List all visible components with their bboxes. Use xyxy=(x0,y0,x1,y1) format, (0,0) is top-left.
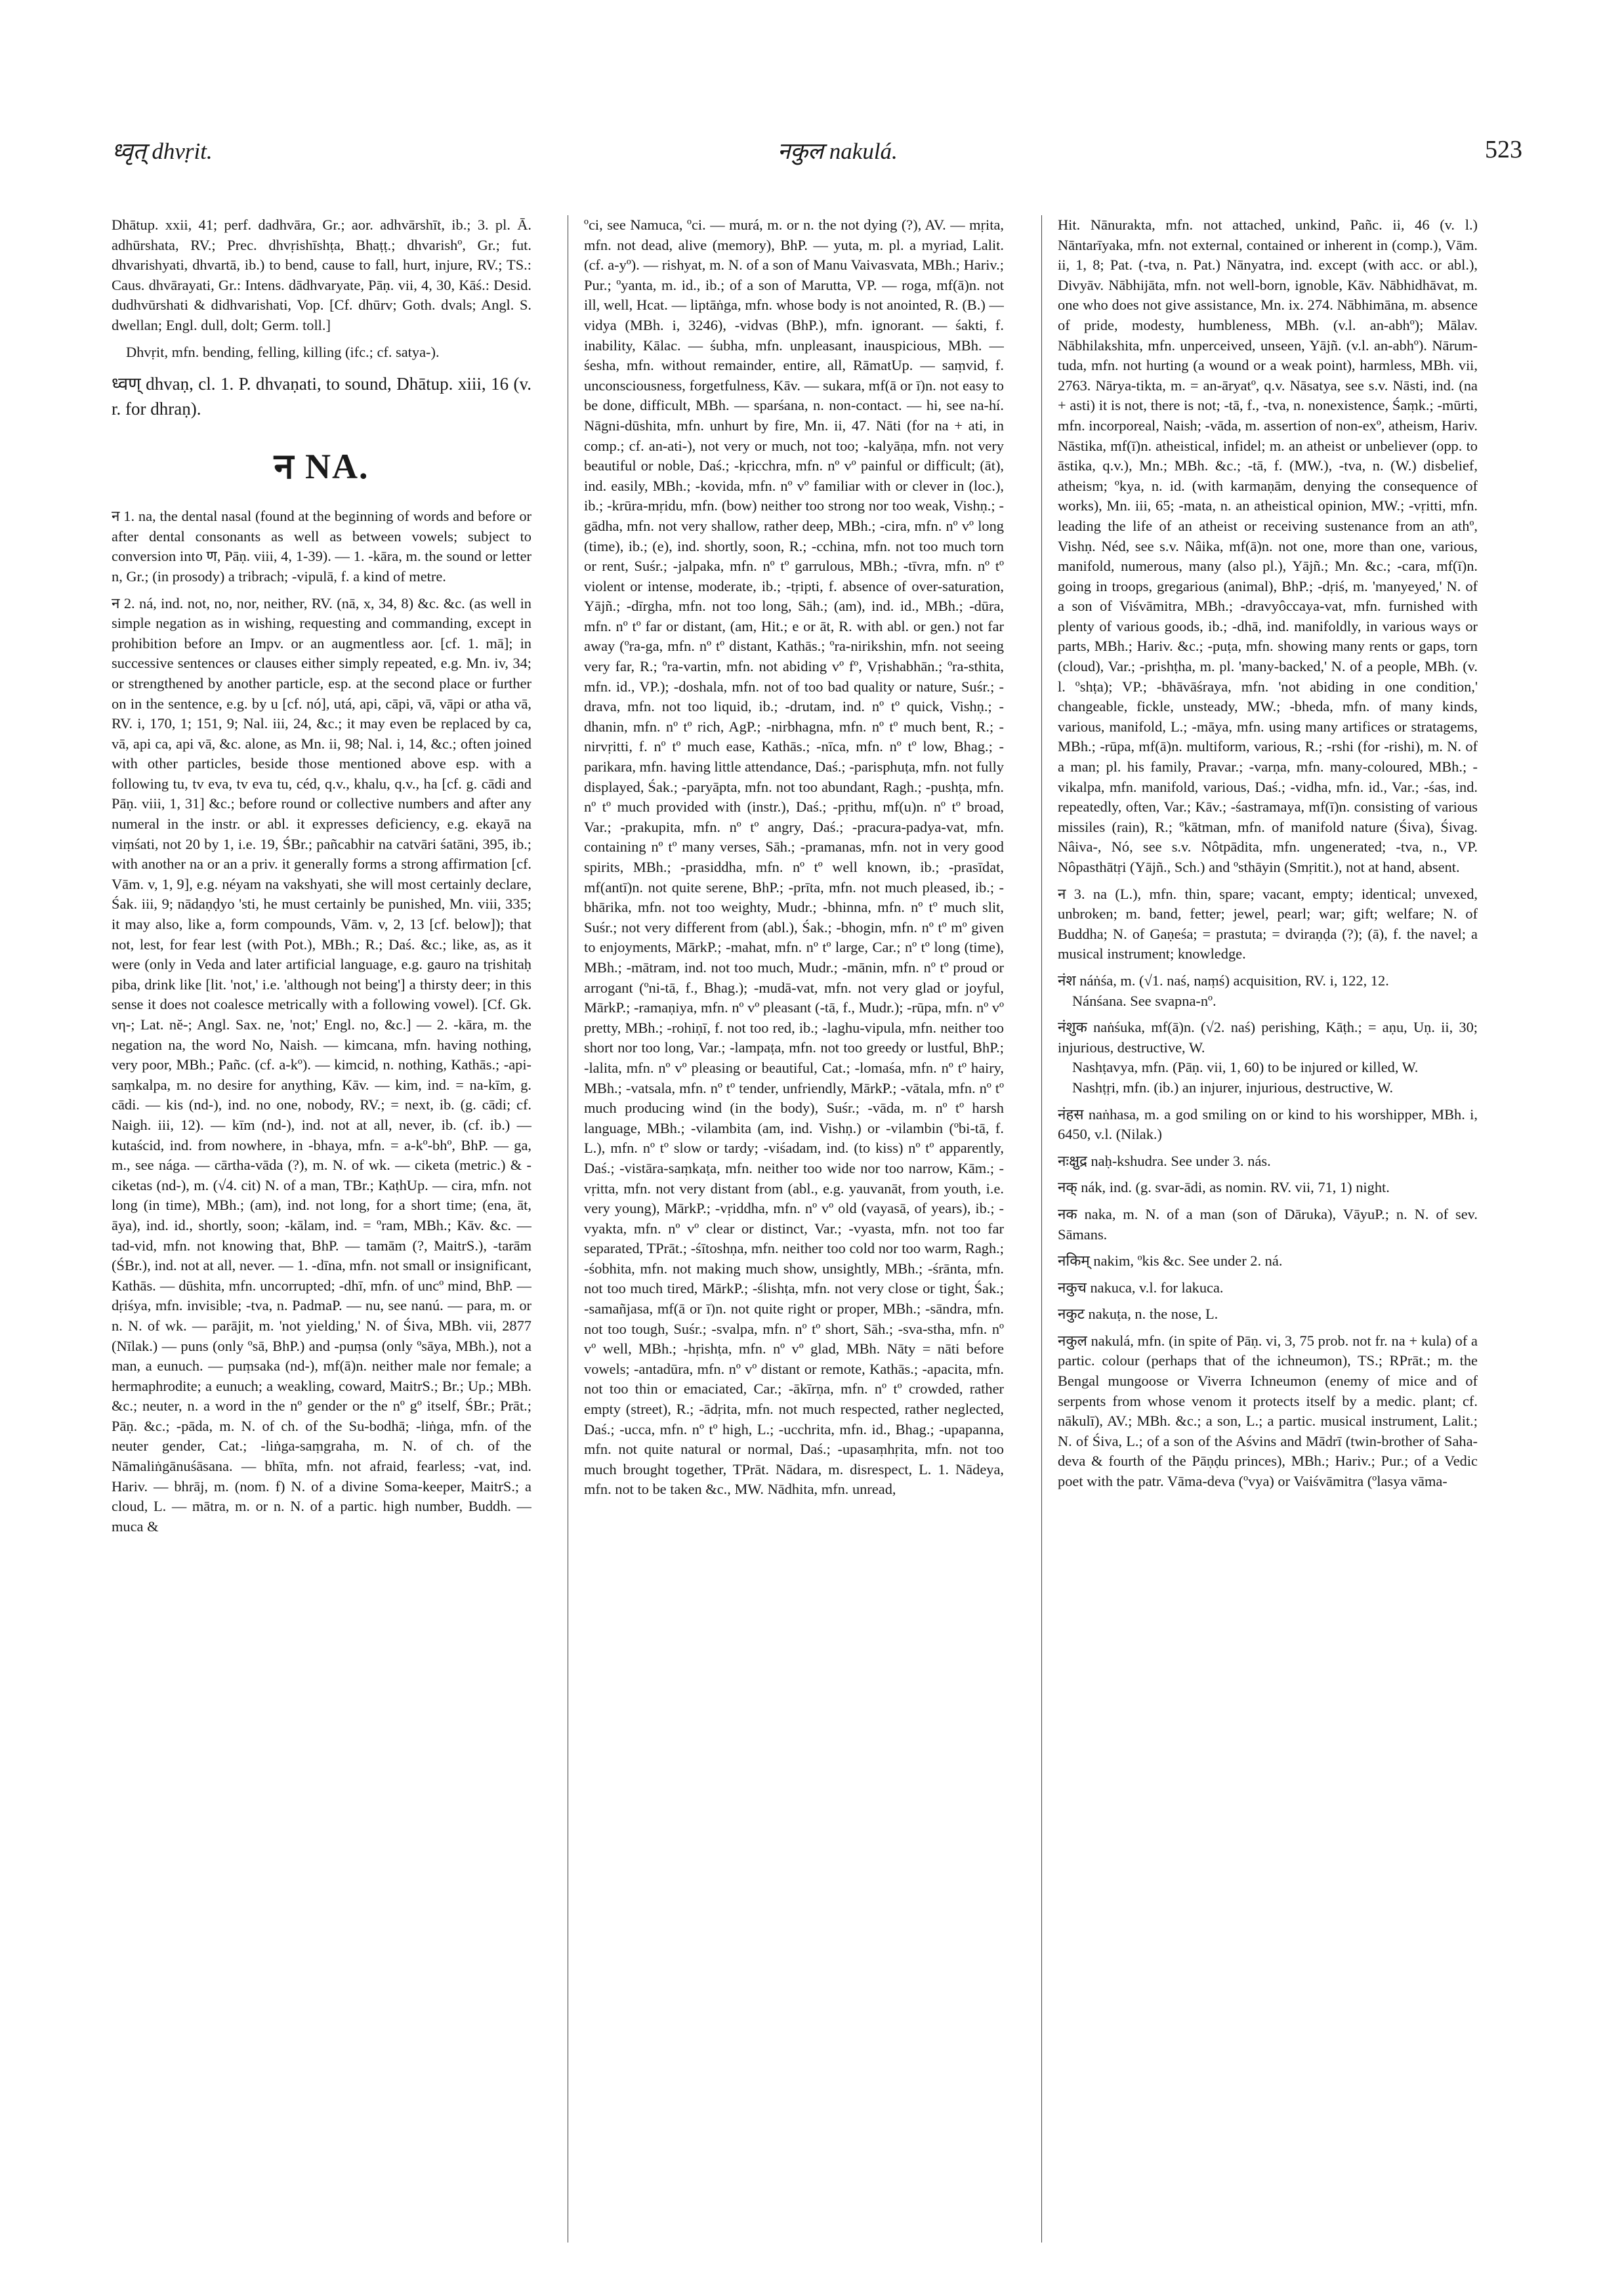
entry-nakuca: नकुच nakuca, v.l. for lakuca. xyxy=(1058,1279,1224,1296)
text-column-2 xyxy=(584,215,1004,2243)
text-column-1 xyxy=(112,215,531,2243)
entry-na-3: न 3. na (L.), mfn. thin, spare; vacant, empty; identical; unvexed, unbroken; m. band, fetter; jewel, pearl; war; gift; welfare; N. of Buddha; N. of Gaṇeśa; = prastuta; = dviraṇḍa (?); (ā), f. the navel; a musical instrument; knowledge. xyxy=(1058,885,1478,962)
entry-na-2: न 2. ná, ind. not, no, nor, neither, RV. (nā, x, 34, 8) &c. &c. (as well in simple negation as in wishing, requesting and commanding, except in prohibition before an Impv. or an augmentless aor. [cf. 1. mā]; in successive sentences or clauses either simply repeated, e.g. Mn. iv, 34; or strengthened by another particle, esp. at the second place or further on in the sentence, e.g. by u [cf. nó], utá, api, cāpi, vā, vāpi or atha vā, RV. i, 170, 1; 151, 9; Nal. iii, 24, &c.; it may even be replaced by ca, vā, api ca, api vā, &c. alone, as Mn. ii, 98; Nal. i, 14, &c.; often joined with other particles, beside those mentioned above esp. with a following tu, tv eva, tv eva tu, céd, q.v., khalu, q.v., ha [cf. g. cādi and Pāṇ. viii, 1, 31] &c.; before round or collective numbers and after any numeral in the instr. or abl. it expresses deficiency, e.g. ekayā na viṃśati, not 20 by 1, i.e. 19, ŚBr.; pañcabhir na catvāri śatāni, 395, ib.; with another na or an a priv. it generally forms a strong affirmation [cf. Vām. v, 1, 9], e.g. néyam na vakshyati, she will most certainly declare, Śak. iii, 9; nādaṇḍyo 'sti, he must certainly be punished, Mn. viii, 335; it may also, like a, form compounds, Vām. v, 2, 13 [cf. below]); that not, lest, for fear lest (with Pot.), MBh.; R.; Daś. &c.; like, as, as it were (only in Veda and later artificial language, e.g. gauro na tṛishitaḥ piba, drink like [lit. 'not,' i.e. 'although not being'] a thirsty deer; in this sense it does not coalesce metrically with a following vowel). [Cf. Gk. νη-; Lat. nĕ-; Angl. Sax. ne, 'not;' Engl. no, &c.] — 2. -kāra, m. the negation na, the word No, Naish. — kimcana, mfn. having nothing, very poor, MBh.; Pañc. (cf. a-kº). — kimcid, n. nothing, Kathās.; -api-saṃkalpa, m. no desire for anything, Kāv. — kim, ind. = na-kīm, g. cādi. — kis (nd-), ind. no one, nobody, RV.; = next, ib. (g. cādi; cf. Naigh. iii, 12). — kīm (nd-), ind. not at all, never, ib. (cf. ib.) — kutaścid, ind. from nowhere, in -bhaya, mfn. = a-kº-bhº, BhP. — ga, m., see nága. — cārtha-vāda (?), m. N. of wk. — ciketa (metric.) & -ciketas (nd-), m. (√4. cit) N. of a man, TBr.; KaṭhUp. — cira, mfn. not long (in time), MBh.; (am), ind. not long, for a short time; (ena, āt, āya), ind. id., shortly, soon; -kālam, ind. = ºram, MBh.; Kāv. &c. — tad-vid, mfn. not knowing that, BhP. — tamām (?, MaitrS.), -tarām (ŚBr.), ind. not at all, never. — 1. -dīna, mfn. not small or insignificant, Kathās. — dūshita, mfn. uncorrupted; -dhī, mfn. of uncº mind, BhP. — dṛiśya, mfn. invisible; -tva, n. PadmaP. — nu, see nanú. — para, m. or n. N. of wk. — parājit, m. 'not yielding,' N. of Śiva, MBh. vii, 2877 (Nīlak.) — puns (only ºsā, BhP.) and -puṃsa (only ºsāya, MBh.), not a man, a eunuch. — puṃsaka (nd-), mf(ā)n. neither male nor female; a hermaphrodite; a eunuch; a weakling, coward, MaitrS.; Br.; Up.; MBh. &c.; neuter, n. a word in the nº gender or the nº gº itself, ŚBr.; Prāt.; Pāṇ. &c.; -pāda, m. N. of ch. of the Su-bodhā; -liṅga, mfn. of the neuter gender, Cat.; -liṅga-saṃgraha, m. N. of ch. of the Nāmaliṅgānuśāsana. — bhīta, mfn. not afraid, fearless; -vat, ind. Hariv. — bhrāj, m. (nom. f) N. of a divine Soma-keeper, MaitrS.; a cloud, L. — mātra, m. or n. N. of a partic. high number, Buddh. — muca & xyxy=(112,594,531,1535)
entry-continuation: Hit. Nānurakta, mfn. not attached, unkind, Pañc. ii, 46 (v. l.) Nāntarīyaka, mfn. not external, contained or inherent in (comp.), Vām. ii, 1, 8; Pat. (-tva, n. Pat.) Nānyatra, ind. except (with acc. or abl.), Divyāv. Nābhijāta, mfn. not well-born, ignoble, Kāv. Nābhidhāvat, m. one who does not give assistance, Mn. ix. 274. Nābhimāna, m. absence of pride, modesty, humbleness, MBh. (v.l. an-abhº); Mālav. Nābhilakshita, mfn. unperceived, unseen, Yājñ. (v.l. an-abhº). Nārum-tuda, mfn. not hurting (a wound or a weak point), harmless, MBh. vii, 2763. Nārya-tikta, m. = an-āryatº, q.v. Nāsatya, see s.v. Nāsti, ind. (na + asti) it is not, there is not; -tā, f., -tva, n. nonexistence, Śaṃk.; -mūrti, mfn. incorporeal, Naish; -vāda, m. assertion of non-exº, atheism, Hariv. Nāstika, mf(ī)n. atheistical, infidel; m. an atheist or unbeliever (opp. to āstika, q.v.), Mn.; MBh. &c.; -tā, f. (MW.), -tva, n. (W.) disbelief, atheism; ºkya, n. id. (with karmaṇām, denying the consequence of works), Mn. iii, 65; -mata, n. an atheistical opinion, MW.; -vṛitti, mfn. leading the life of an atheist or receiving sustenance from an athº, Vishṇ. Néd, see s.v. Nâika, mf(ā)n. not one, more than one, various, manifold, numerous, many (also pl.), Yājñ.; Mn. &c.; -cara, mf(ī)n. going in troops, gregarious (animal), BhP.; -dṛiś, m. 'manyeyed,' N. of a son of Viśvāmitra, MBh.; -dravyôccaya-vat, mfn. furnished with plenty of various goods, ib.; -dhā, ind. manifoldly, in various ways or parts, MBh.; Hariv. &c.; -puṭa, mfn. showing many rents or gaps, torn (cloud), Var.; -prishṭha, m. pl. 'many-backed,' N. of a people, MBh. (v. l. ºshṭa); VP.; -bhāvāśraya, mfn. 'not abiding in one condition,' changeable, fickle, unsteady, MW.; -bheda, mfn. of many kinds, various, manifold, L.; -māya, mfn. using many artifices or stratagems, MBh.; -rūpa, mf(ā)n. multiform, various, R.; -rshi (for -rishi), m. N. of a man; pl. his family, Pravar.; -varṇa, mfn. many-coloured, MBh.; -vikalpa, mfn. manifold, various, Daś.; -vidha, mfn. id., Var.; -śas, ind. repeatedly, often, Var.; Kāv.; -śastramaya, mf(ī)n. consisting of various missiles (rain), R.; ºkātman, mfn. of manifold nature (Śiva), Śivag. Nâiva-, Nó, see s.v. Nôtpādita, mfn. ungenerated; -tva, n., VP. Nôpasthātṛi (Yājñ., Sch.) and ºsthāyin (Smṛitit.), not at hand, absent. xyxy=(1058,217,1478,875)
entry-na-1: न 1. na, the dental nasal (found at the beginning of words and before or after dental consonants as well as between vowels; subject to conversion into ण, Pāṇ. viii, 4, 1-39). — 1. -kāra, m. the sound or letter n, Gr.; (in prosody) a tribrach; -vipulā, f. a kind of metre. xyxy=(112,508,531,585)
entry-continuation: Dhātup. xxii, 41; perf. dadhvāra, Gr.; aor. adhvārshīt, ib.; 3. pl. Ā. adhūrshata, RV.; Prec. dhvṛishīshṭa, Bhaṭṭ.; dhvarishº, Gr.; fut. dhvarishyati, dhvartā, ib.) to bend, cause to fall, hurt, injure, RV.; TS.: Caus. dhvārayati, Gr.: Intens. dādhvaryate, Pāṇ. vii, 4, 30, Kāś.: Desid. dudhvūrshati & didhvarishati, Vop. [Cf. dhūrv; Goth. dvals; Angl. S. dwellan; Engl. dull, dolt; Germ. toll.] xyxy=(112,217,531,333)
entry-nashtavya: Nashṭavya, mfn. (Pāṇ. vii, 1, 60) to be injured or killed, W. xyxy=(1072,1059,1419,1076)
section-heading-na: न NA. xyxy=(274,447,369,487)
entry-naka: नक naka, m. N. of a man (son of Dāruka), VāyuP.; n. N. of sev. Sāmans. xyxy=(1058,1205,1478,1243)
entry-namhasa: नंहस naṅhasa, m. a god smiling on or kind to his worshipper, MBh. i, 6450, v.l. (Nilak.) xyxy=(1058,1106,1478,1143)
running-head-center: नकुल nakulá. xyxy=(778,138,898,164)
entry-namsana: Nánśana. See svapna-nº. xyxy=(1072,992,1217,1009)
entry-namsa: नंश náṅśa, m. (√1. naś, naṃś) acquisition, RV. i, 122, 12. xyxy=(1058,972,1389,989)
text-column-3 xyxy=(1058,215,1478,2243)
entry-nakim: नकिम् nakim, ºkis &c. See under 2. ná. xyxy=(1058,1252,1283,1270)
column-divider xyxy=(1041,215,1042,2243)
entry-nak: नक् nák, ind. (g. svar-ādi, as nomin. RV. vii, 71, 1) night. xyxy=(1058,1179,1390,1196)
entry-nashtri: Nashṭṛi, mfn. (ib.) an injurer, injurious, destructive, W. xyxy=(1072,1079,1394,1096)
entry-nakuta: नकुट nakuṭa, n. the nose, L. xyxy=(1058,1306,1218,1323)
running-head-left: ध्वृत् dhvṛit. xyxy=(112,138,213,164)
entry-continuation: ºci, see Namuca, ºci. — murá, m. or n. the not dying (?), AV. — mṛita, mfn. not dead, alive (memory), BhP. — yuta, m. pl. a myriad, Lalit. (cf. a-yº). — rishyat, m. N. of a son of Manu Vaivasvata, MBh.; Hariv.; Pur.; ºyanta, m. id., ib.; of a son of Marutta, VP. — roga, mf(ā)n. not ill, well, Hcat. — liptāṅga, mfn. whose body is not anointed, R. (B.) — vidya (MBh. i, 3246), -vidvas (BhP.), mfn. ignorant. — śakti, f. inability, Kālac. — śubha, mfn. unpleasant, inauspicious, MBh. — śesha, mfn. without remainder, entire, all, RāmatUp. — saṃvid, f. unconsciousness, forgetfulness, Kāv. — sukara, mf(ā or ī)n. not easy to be done, difficult, MBh. — sparśana, n. non-contact. — hi, see na-hí. Nāgni-dūshita, mfn. unhurt by fire, Mn. ii, 47. Nāti (for na + ati, in comp.; cf. an-ati-), not very or much, not too; -kalyāṇa, mfn. not very beautiful or noble, Daś.; -kṛicchra, mfn. nº vº painful or difficult; (āt), ind. easily, MBh.; -kovida, mfn. nº vº familiar with or clever in (loc.), ib.; -krūra-mṛidu, mfn. (bow) neither too strong nor too weak, Vishṇ.; -gādha, mfn. not very shallow, rather deep, MBh.; -cira, mfn. nº vº long (time), ib.; (e), ind. shortly, soon, R.; -cchina, mfn. not too much torn or rent, Suśr.; -jalpaka, mfn. nº tº garrulous, MBh.; -tīvra, mfn. nº tº violent or intense, moderate, ib.; -tṛipti, f. absence of over-saturation, Yājñ.; -dīrgha, mfn. not too long, Sāh.; (am), ind. id., MBh.; -dūra, mfn. nº tº far or distant, (am, Hit.; e or āt, R. with abl. or gen.) not far away (ºra-ga, mfn. nº tº distant, Kathās.; ºra-nirikshin, mfn. not seeing very far, R.; ºra-vartin, mfn. not abiding vº fº, Vṛishabhān.; ºra-sthita, mfn. id., VP.); -doshala, mfn. not of too bad quality or nature, Suśr.; -drava, mfn. not too liquid, ib.; -drutam, ind. nº tº quick, Vishṇ.; -dhanin, mfn. nº tº rich, AgP.; -nirbhagna, mfn. nº tº much bent, R.; -nirvṛitti, f. nº tº much ease, Kathās.; -nīca, mfn. nº tº low, Bhag.; -parikara, mfn. having little attendance, Daś.; -parisphuṭa, mfn. not fully displayed, Śak.; -paryāpta, mfn. not too abundant, Ragh.; -pushṭa, mfn. nº tº much provided with (instr.), Daś.; -pṛithu, mf(u)n. nº tº broad, Var.; -prakupita, mfn. nº tº angry, Daś.; -pracura-padya-vat, mfn. containing nº tº many verses, Sāh.; -pramanas, mfn. not in very good spirits, MBh.; -prasiddha, mfn. nº tº well known, ib.; -prasīdat, mf(antī)n. not quite serene, BhP.; -prīta, mfn. not much pleased, ib.; -bhārika, mfn. not too weighty, Mudr.; -bhinna, mfn. nº tº much slit, Suśr.; not very different from (abl.), Śak.; -bhogin, mfn. nº tº mº given to enjoyments, MārkP.; -mahat, mfn. nº tº large, Car.; nº tº long (time), MBh.; -mātram, ind. not too much, Mudr.; -mānin, mfn. nº tº proud or arrogant (ºni-tā, f., Bhag.); -mudā-vat, mfn. not very glad or joyful, MārkP.; -ramaṇiya, mfn. nº vº pleasant (-tā, f., Mudr.); -rūpa, mfn. nº vº pretty, MBh.; -rohiṇī, f. not too red, ib.; -laghu-vipula, mfn. neither too short nor too long, Var.; -lampaṭa, mfn. not too greedy or lustful, BhP.; -lalita, mfn. nº vº pleasing or beautiful, Cat.; -lomaśa, mfn. nº tº hairy, MBh.; -vatsala, mfn. nº tº tender, unfriendly, MārkP.; -vātala, mfn. nº tº much producing wind (in the body), Suśr.; -vāda, m. nº tº harsh language, MBh.; -vilambita (am, ind. Vishṇ.) or -vilambin (ºbi-tā, f. L.), mfn. nº tº slow or tardy; -viśadam, ind. (to kiss) nº tº apparently, Daś.; -vistāra-saṃkaṭa, mfn. neither too wide nor too narrow, Kām.; -vṛitta, mfn. not very distant from (abl., e.g. yauvanāt, from youth, i.e. very young), MārkP.; -vṛiddha, mfn. nº vº old (vayasā, of years), ib.; -vyakta, mfn. nº vº clear or distinct, Var.; -vyasta, mfn. not too far separated, TPrāt.; -śītoshṇa, mfn. neither too cold nor too warm, Ragh.; -śobhita, mfn. not making much show, unsightly, MBh.; -śrānta, mfn. not too much tired, MārkP.; -ślishṭa, mfn. not very close or tight, Śak.; -samañjasa, mf(ā or ī)n. not quite right or proper, MBh.; -sāndra, mfn. not too tough, Suśr.; -svalpa, mfn. nº tº short, Sāh.; -sva-stha, mfn. nº vº well, MBh.; -hṛishṭa, mfn. nº vº glad, MBh. Nāty = nāti before vowels; -antadūra, mfn. nº vº distant or remote, Kathās.; -apacita, mfn. not too thin or emaciated, Car.; -ākīrṇa, mfn. nº tº crowded, rather empty (street), R.; -ādṛita, mfn. not much respected, rather neglected, Daś.; -ucca, mfn. nº tº high, L.; -ucchrita, mfn. id., Bhag.; -upapanna, mfn. not quite natural or normal, Daś.; -upasaṃhṛita, mfn. not too much brought together, TPrāt. Nādara, m. disrespect, L. 1. Nādeya, mfn. not to be taken &c., MW. Nādhita, mfn. unread, xyxy=(584,217,1004,1498)
entry-namsuka: नंशुक naṅśuka, mf(ā)n. (√2. naś) perishing, Kāṭh.; = aṇu, Uṇ. ii, 30; injurious, destructive, W. xyxy=(1058,1019,1478,1056)
entry-dhvan: ध्वण् dhvaṇ, cl. 1. P. dhvaṇati, to sound, Dhātup. xiii, 16 (v. r. for dhraṇ). xyxy=(112,374,531,419)
entry-dhvrit: Dhvṛit, mfn. bending, felling, killing (ifc.; cf. satya-). xyxy=(126,343,440,360)
page-number: 523 xyxy=(1485,136,1522,163)
entry-nakula: नकुल nakulá, mfn. (in spite of Pāṇ. vi, 3, 75 prob. not fr. na + kula) of a partic. colour (perhaps that of the ichneumon), TS.; RPrāt.; m. the Bengal mungoose or Viverra Ichneumon (enemy of mice and of serpents from whose venom it protects itself by a medic. plant; cf. nākulī), AV.; MBh. &c.; a son, L.; a partic. musical instrument, Lalit.; N. of Śiva, L.; of a son of the Aśvins and Mādrī (twin-brother of Saha-deva & fourth of the Pāṇḍu princes), MBh.; Hariv.; Pur.; of a Vedic poet with the patr. Vāma-deva (ºvya) or Vaiśvāmitra (ºlasya vāma- xyxy=(1058,1332,1478,1490)
page-header xyxy=(112,135,1522,181)
entry-nah-kshudra: नःक्षुद्र naḥ-kshudra. See under 3. nás. xyxy=(1058,1152,1271,1169)
